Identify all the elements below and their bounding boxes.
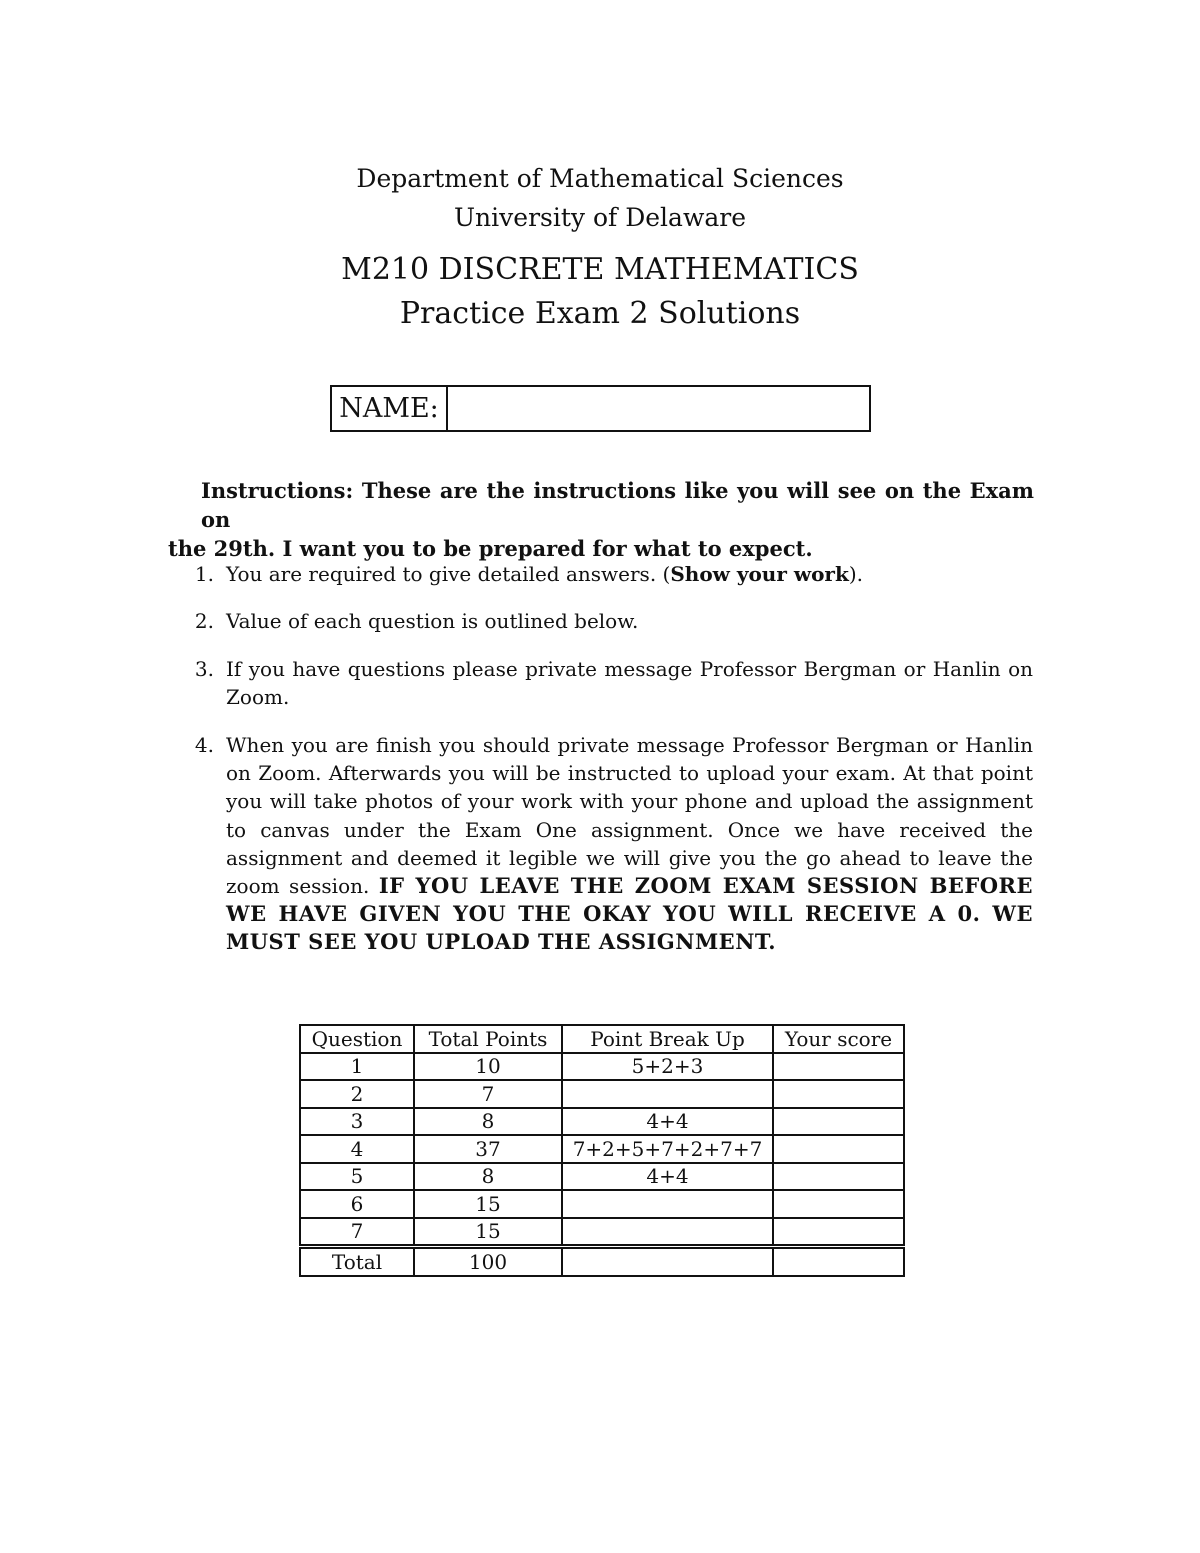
item-text-before: You are required to give detailed answers. ( [226,562,671,586]
cell-your-score[interactable] [773,1108,904,1136]
item-number: 1. [194,562,214,586]
cell-your-score[interactable] [773,1135,904,1163]
instruction-item-2 [190,607,1033,635]
score-table [299,1024,905,1277]
cell-question: 2 [300,1080,414,1108]
table-row [300,1080,904,1108]
table-row [300,1163,904,1191]
instruction-item-4 [190,731,1033,957]
item-text [226,731,1033,957]
instructions-intro-line1: Instructions: These are the instructions like you will see on the Exam on [201,478,1034,532]
instructions-intro [168,476,1034,563]
item-number: 2. [194,609,214,633]
cell-point-break-up [562,1218,773,1247]
item-text: Value of each question is outlined below. [226,609,639,633]
table-row [300,1135,904,1163]
cell-point-break-up: 5+2+3 [562,1053,773,1081]
header-your-score: Your score [773,1025,904,1053]
department-name: Department of Mathematical Sciences [356,164,844,193]
cell-point-break-up [562,1190,773,1218]
cell-question: 7 [300,1218,414,1247]
cell-your-score[interactable] [773,1163,904,1191]
table-row [300,1053,904,1081]
cell-total-points: 37 [414,1135,562,1163]
cell-total-points: 7 [414,1080,562,1108]
item-number: 4. [194,733,214,757]
cell-question: 6 [300,1190,414,1218]
warning-text: IF YOU LEAVE THE ZOOM EXAM SESSION BEFORE WE HAVE GIVEN YOU THE OKAY YOU WILL RECEIVE A 0. WE MUST SEE YOU UPLOAD THE ASSIGNMENT. [226,873,1034,955]
instruction-item-1 [190,560,1033,588]
cell-your-score[interactable] [773,1190,904,1218]
cell-point-break-up: 7+2+5+7+2+7+7 [562,1135,773,1163]
cell-question: 5 [300,1163,414,1191]
name-box [330,385,871,432]
cell-total-points: 10 [414,1053,562,1081]
header-question: Question [300,1025,414,1053]
exam-subtitle: Practice Exam 2 Solutions [399,296,801,331]
cell-total-points: 100 [414,1247,562,1276]
cell-question: 1 [300,1053,414,1081]
cell-point-break-up: 4+4 [562,1163,773,1191]
cell-total-label: Total [300,1247,414,1276]
name-field[interactable] [448,387,869,430]
cell-your-score[interactable] [773,1053,904,1081]
item-text: If you have questions please private message Professor Bergman or Hanlin on Zoom. [226,657,1033,710]
cell-point-break-up: 4+4 [562,1108,773,1136]
table-header-row [300,1025,904,1053]
item-text-after: ). [848,562,863,586]
name-label: NAME: [332,387,448,430]
university-name: University of Delaware [453,203,747,232]
cell-question: 3 [300,1108,414,1136]
cell-total-points: 15 [414,1218,562,1247]
instructions-intro-line2: the 29th. I want you to be prepared for what to expect. [168,536,813,561]
header-total-points: Total Points [414,1025,562,1053]
cell-point-break-up [562,1080,773,1108]
cell-your-score[interactable] [773,1247,904,1276]
item-number: 3. [194,657,214,681]
cell-total-points: 8 [414,1108,562,1136]
cell-point-break-up [562,1247,773,1276]
header-point-break-up: Point Break Up [562,1025,773,1053]
item-text-bold: Show your work [670,562,849,586]
table-row [300,1190,904,1218]
cell-your-score[interactable] [773,1218,904,1247]
item-text-main: When you are finish you should private message Professor Bergman or Hanlin on Zoom. Afterwards you will be instructed to upload your exam. At that point you will take photos of your work with your phone and upload the assignment to canvas under the Exam One assignment. Once we have received the assignment and deemed it legible we will give you the go ahead to leave the zoom session. [226,733,1033,899]
cell-question: 4 [300,1135,414,1163]
cell-total-points: 15 [414,1190,562,1218]
table-row [300,1108,904,1136]
table-total-row [300,1247,904,1276]
item-text [226,560,1033,588]
table-row [300,1218,904,1247]
instruction-item-3 [190,655,1033,711]
course-title: M210 DISCRETE MATHEMATICS [341,252,859,287]
cell-total-points: 8 [414,1163,562,1191]
cell-your-score[interactable] [773,1080,904,1108]
